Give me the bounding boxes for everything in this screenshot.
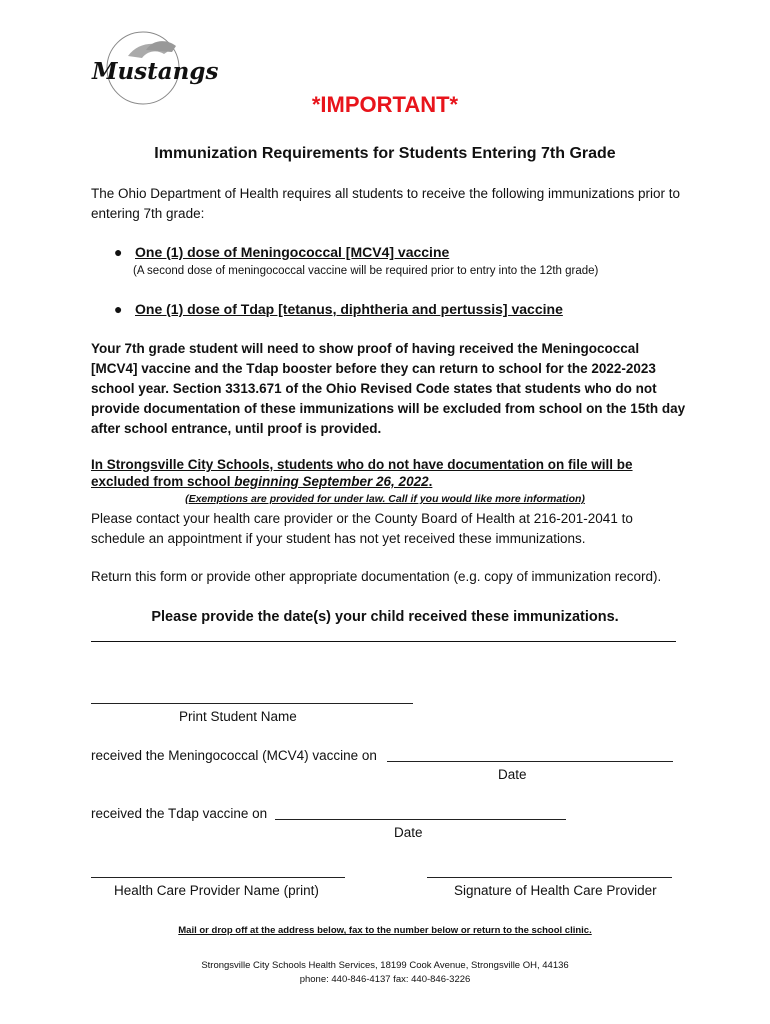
mcv4-label: received the Meningococcal (MCV4) vaccine on [91,748,377,763]
mcv4-date-label: Date [498,767,527,782]
tdap-date-field[interactable] [275,819,566,820]
bullet-tdap: One (1) dose of Tdap [tetanus, diphtheria and pertussis] vaccine [135,301,563,317]
provider-signature-label: Signature of Health Care Provider [454,883,657,898]
student-name-label: Print Student Name [179,709,297,724]
bullet-mcv4-note: (A second dose of meningococcal vaccine will be required prior to entry into the 12th grade) [133,265,599,277]
return-form-text: Return this form or provide other appropriate documentation (e.g. copy of immunization record). [91,569,662,584]
exemptions-note: (Exemptions are provided for under law. Call if you would like more information) [185,493,585,505]
bullet-dot: ● [114,301,123,317]
district-notice-line2: excluded from school beginning September 26, 2022. [91,474,433,489]
provider-signature-field[interactable] [427,877,672,878]
footer-instructions: Mail or drop off at the address below, fax to the number below or return to the school clinic. [178,925,592,936]
bullet-dot: ● [114,244,123,260]
provider-name-field[interactable] [91,877,345,878]
footer-address: Strongsville City Schools Health Services, 18199 Cook Avenue, Strongsville OH, 44136 [201,960,569,971]
district-notice-line1: In Strongsville City Schools, students who do not have documentation on file will be [91,457,633,472]
bullet-mcv4: One (1) dose of Meningococcal [MCV4] vaccine [135,244,450,260]
important-heading: *IMPORTANT* [311,92,459,117]
footer-phone: phone: 440-846-4137 fax: 440-846-3226 [299,974,471,985]
intro-text: The Ohio Department of Health requires all students to receive the following immunizations prior to entering 7th grade: [91,186,681,221]
provide-dates-heading: Please provide the date(s) your child received these immunizations. [151,609,619,625]
contact-paragraph: Please contact your health care provider or the County Board of Health at 216-201-2041 to schedule an appointment if your student has not yet received these immunizations. [91,511,633,546]
mcv4-date-field[interactable] [387,761,673,762]
page-title: Immunization Requirements for Students Entering 7th Grade [154,145,616,162]
divider [91,641,676,642]
warning-paragraph: Your 7th grade student will need to show proof of having received the Meningococcal [MCV4] vaccine and the Tdap booster before they can return to school for the 2022-2023 school year. Section 3313.671 of the Ohio Revised Code states that students who do not provide documentation of these immunizations will be excluded from school on the 15th day after school entrance, until proof is provided. [91,341,686,436]
provider-name-label: Health Care Provider Name (print) [114,883,319,898]
tdap-date-label: Date [394,825,423,840]
tdap-label: received the Tdap vaccine on [91,806,268,821]
student-name-field[interactable] [91,703,413,704]
logo-text: Mustangs [92,58,219,85]
